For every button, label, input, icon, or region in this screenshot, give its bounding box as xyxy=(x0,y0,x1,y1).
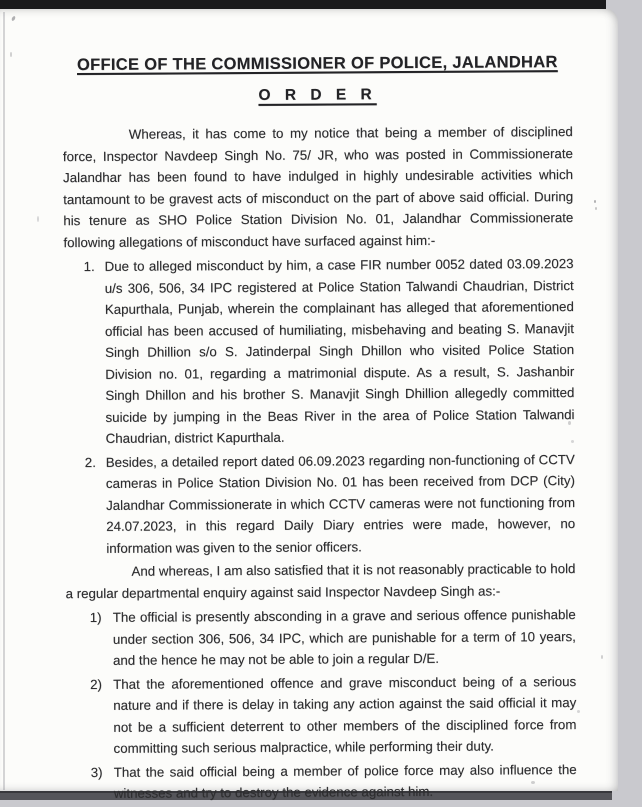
scan-speck xyxy=(531,781,535,784)
reason-item xyxy=(90,671,577,760)
reason-number: 3) xyxy=(90,764,103,780)
allegations-list xyxy=(64,253,576,559)
allegation-item xyxy=(84,253,575,449)
scan-speck xyxy=(571,440,574,443)
office-title: OFFICE OF THE COMMISSIONER OF POLICE, JALANDHAR xyxy=(76,53,558,75)
allegation-text: Besides, a detailed report dated 06.09.2023 regarding non-functioning of CCTV cameras in Police Station Division No. 01 has been received from DCP (City) Jalandhar Commissionerate in which CCTV cameras were not functioning from 24.07.2023, in this regard Daily Diary entries were made, however, no information was given to the senior officers. xyxy=(105,451,576,556)
satisfaction-paragraph: And whereas, I am also satisfied that it is not reasonably practicable to hold a regular departmental enquiry against said Inspector Navdeep Singh as:- xyxy=(65,561,576,601)
document-content xyxy=(0,6,623,807)
reason-text: The official is presently absconding in a grave and serious offence punishable under section 306, 506, 34 IPC, which are punishable for a term of 10 years, and the hence he may not be able to join a regular D/E. xyxy=(112,607,576,668)
reason-item xyxy=(90,604,576,671)
scan-speck xyxy=(568,421,571,425)
reasons-list xyxy=(66,604,577,805)
order-heading: O R D E R xyxy=(258,85,377,104)
reason-text: That the aforementioned offence and grave misconduct being of a serious nature and if there is delay in taking any action against the said official it may not be a sufficient deterrent to other members of the disciplined force from committing such serious malpractice, while performing their duty. xyxy=(113,673,577,756)
allegation-text: Due to alleged misconduct by him, a case FIR number 0052 dated 03.09.2023 u/s 306, 506, 34 IPC registered at Police Station Talwandi Chaudrian, District Kapurthala, Punjab, wherein the complainant has alleged that aforementioned official has been accused of humiliating, misbehaving and beating S. Manavjit Singh Dhillion s/o S. Jatinderpal Singh Dhillon who visited Police Station Division no. 01, regarding a matrimonial dispute. As a result, S. Jashanbir Singh Dhillon and his brother S. Manavjit Singh Dhillion allegedly committed suicide by jumping in the Beas River in the area of Police Station Talwandi Chaudrian, district Kapurthala. xyxy=(104,256,575,446)
scan-speck xyxy=(594,200,596,203)
scan-speck xyxy=(37,216,39,222)
scan-speck xyxy=(577,710,580,713)
allegation-number: 2. xyxy=(84,454,96,470)
reason-item xyxy=(91,759,577,805)
preamble-paragraph: Whereas, it has come to my notice that being a member of disciplined force, Inspector Navdeep Singh No. 75/ JR, who was posted in Commissionerate Jalandhar has been found to have indulged in highly undesirable activities which tantamount to be gravest acts of misconduct on the part of above said official. During his tenure as SHO Police Station Division No. 01, Jalandhar Commissionerate following allegations of misconduct have surfaced against him:- xyxy=(62,124,574,250)
reason-number: 2) xyxy=(90,676,103,692)
reason-number: 1) xyxy=(89,609,102,625)
scan-speck xyxy=(10,52,12,57)
allegation-number: 1. xyxy=(83,258,95,275)
scan-speck xyxy=(595,207,597,210)
allegation-item xyxy=(85,449,576,559)
scan-speck xyxy=(601,655,603,659)
reason-text: That the said official being a member of police force may also influence the witnesses and try to destroy the evidence against him. xyxy=(113,761,577,801)
